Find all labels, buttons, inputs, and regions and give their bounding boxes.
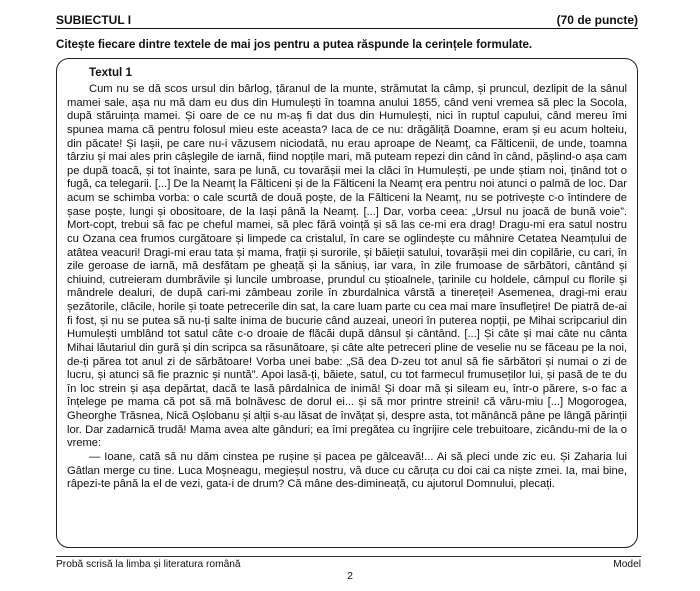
- text-title: Textul 1: [89, 66, 132, 79]
- dialog-paragraph: — Ioane, cată să nu dăm cinstea pe rușine și pacea pe gâlceavă!... Ai să pleci unde zic eu. Și Zaharia lui Gâtlan merge cu tine. Luca Moșneagu, megieșul nostru, vă duce cu căruța cu doi cai ca niște zmei. Ia, mai bine, râpezi-te până la el de vezi, gata-i de drum? Că mâne des-dimineață, cu ajutorul Domnului, plecați.: [67, 450, 627, 491]
- footer-model-label: Model: [613, 559, 641, 570]
- footer-subject: Probă scrisă la limba și literatura română: [56, 559, 241, 570]
- section-points: (70 de puncte): [556, 13, 638, 27]
- text-box: [56, 58, 638, 548]
- passage-paragraph: Cum nu se dă scos ursul din bârlog, țăranul de la munte, strămutat la câmp, și pruncul, dezlipit de la sânul mamei sale, așa nu mă dam eu dus din Humulești în toamna anului 1855, când veni vremea să plec la Socola, după stăruința mamei. Și oare de ce nu m-aș fi dat dus din Humulești, nici în ruptul capului, când mereu îmi spunea mama că pentru folosul mieu este aceasta? Iaca de ce nu: drăgăliță Doamne, eram și eu acum holteiu, din păcate! Și Iașii, pe care nu-i văzusem niciodată, nu erau aproape de Neamț, ca Fălticenii, de unde, toamna târziu și mai ales prin câșlegile de iarnă, fiind nopțile mari, mă puteam repezi din când în când, pășlind-o așa cam pe după toacă, și tot înainte, sara pe lună, cu tovarășii mei la clăci în Humulești, pe unde știam noi, ținând tot o fugă, ca telegarii. [...] De la Neamț la Fălticeni și de la Fălticeni la Neamț era pentru noi atunci o palmă de loc. Dar acum se schimba vorba: o cale scurtă de două poște, de la Fălticeni la Neamț, nu se potrivește c-o întindere de șase poște, lungi și obositoare, de la Iași până la Neamț. [...] Dar, vorba ceea: „Ursul nu joacă de bună voie”. Mort-copt, trebui să fac pe cheful mamei, să plec fără voință și să las ce-mi era drag! Dragu-mi era satul nostru cu Ozana cea frumos curgătoare și limpede ca cristalul, în care se oglindește cu mâhnire Cetatea Neamțului de atâtea veacuri! Dragi-mi erau tata și mama, frații și surorile, și băieții satului, tovarășii mei din copilărie, cu cari, în zile geroase de iarnă, mă desfătam pe gheață și la săniuș, iar vara, în zile frumoase de sărbători, cântând și chiuind, cutreieram dumbrăvile și luncile umbroase, prundul cu știoalnele, țarinile cu holdele, câmpul cu florile și mândrele dealuri, de după cari-mi zâmbeau zorile în zburdalnica vârstă a tinereței! Asemenea, dragi-mi erau șezătorile, clăcile, horile și toate petrecerile din sat, la care luam parte cu cea mai mare însuflețire! De piatră de-ai fi fost, și nu se putea să nu-ți salte inima de bucurie când auzeai, uneori în puterea nopții, pe Mihai scripcariul din Humulești umblând tot satul câte c-o droaie de flăcăi după dânsul și cântând. [...] Și câte și mai câte nu cânta Mihai lăutariul din gură și din scripca sa răsunătoare, și câte alte petreceri pline de veselie nu se făceau pe la noi, de-ți părea tot anul zi de sărbătoare! Vorba unei babe: „Să dea D-zeu tot anul să fie sărbători și numai o zi de lucru, și atunci să fie praznic și nuntă”. Apoi lasă-ți, băiete, satul, cu tot farmecul frumuseților lui, și pasă de te du în loc strein și așa depărtat, dacă te lasă pârdalnica de inimă! Și doar mă și sileam eu, într-o părere, s-o fac a înțelege pe mama că pot să mă bolnăvesc de dorul ei... și să mor printre streini! că văru-miu [...] Mogorogea, Gheorghe Trăsnea, Nică Oșlobanu și alții s-au lăsat de învățat și, despre asta, tot mănâncă pâne pe lângă părinții lor. Dar zadarnică trudă! Mama avea alte gânduri; ea îmi pregătea cu îngrijire cele trebuitoare, zicându-mi de la o vreme:: [67, 83, 627, 450]
- section-header: [56, 13, 638, 29]
- page-number: 2: [347, 570, 353, 582]
- section-title: SUBIECTUL I: [56, 13, 132, 27]
- instruction-text: Citește fiecare dintre textele de mai jos pentru a putea răspunde la cerințele formulate.: [56, 38, 533, 51]
- page-footer: [56, 556, 641, 571]
